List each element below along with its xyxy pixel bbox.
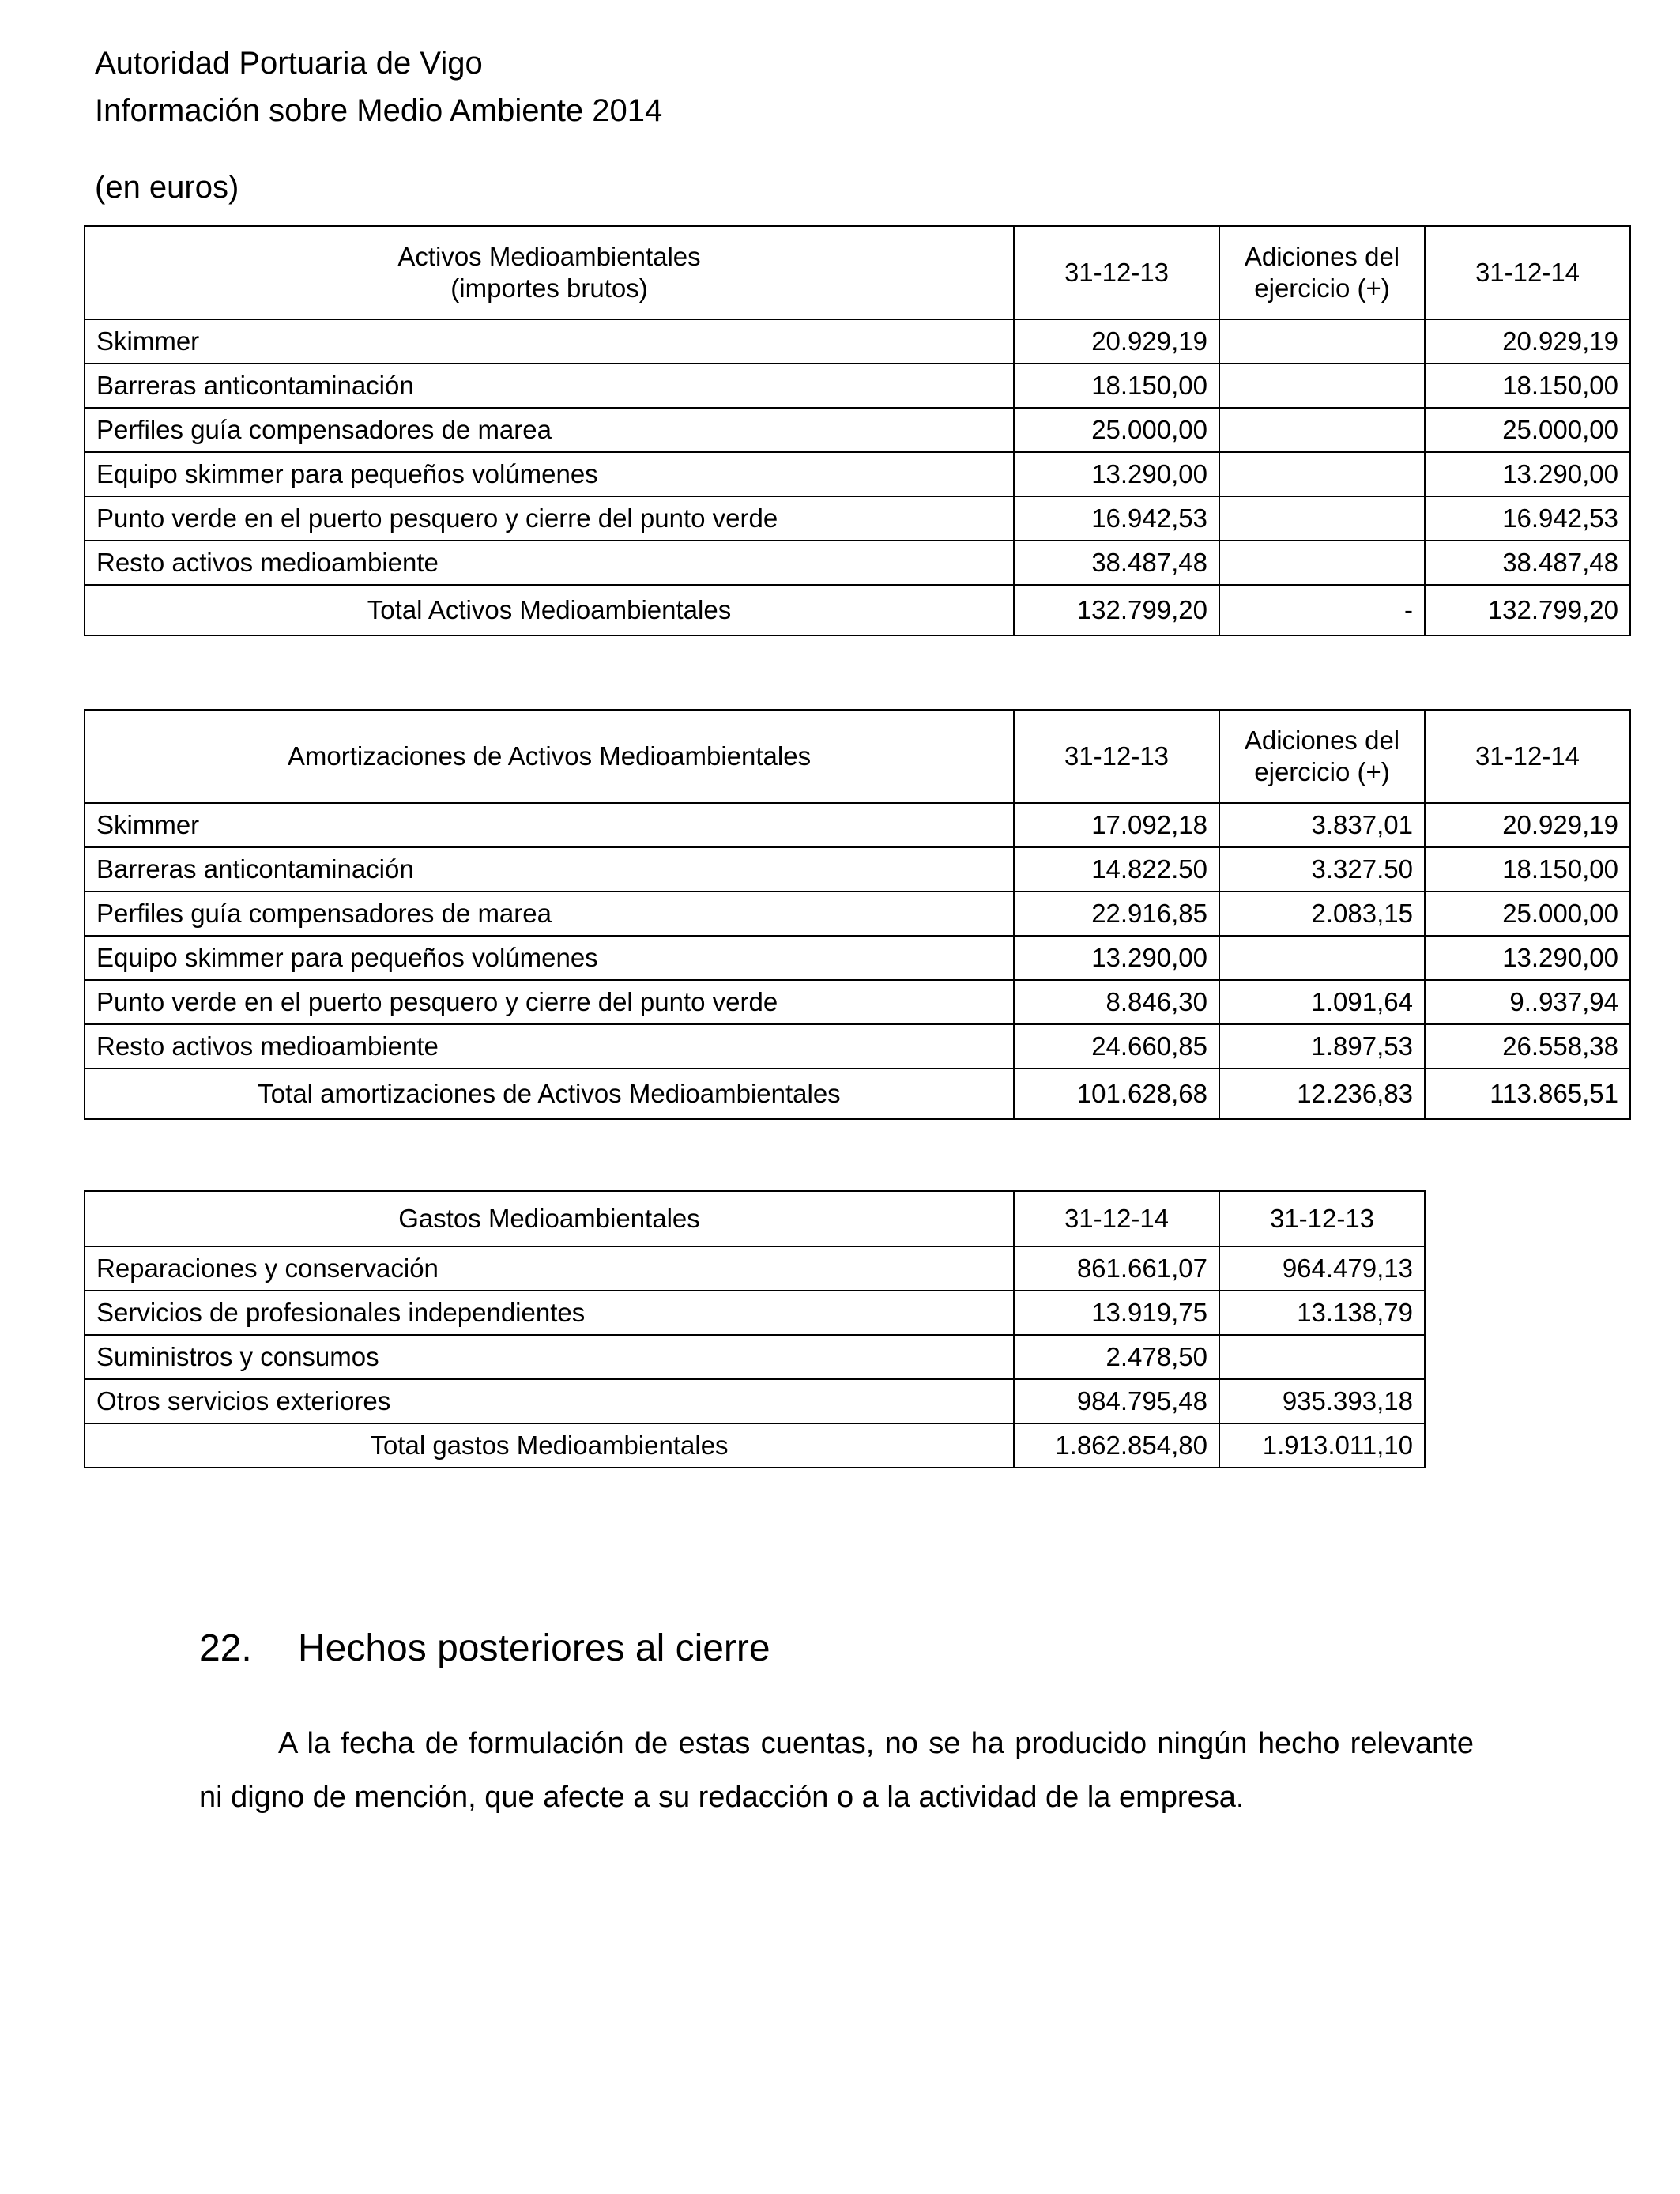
table-header-row — [85, 226, 1630, 319]
total-value: 132.799,20 — [1425, 585, 1630, 635]
total-value: - — [1219, 585, 1425, 635]
table-row — [85, 936, 1630, 980]
column-header: 31-12-13 — [1219, 1191, 1425, 1246]
cell-value — [1219, 452, 1425, 496]
cell-value: 18.150,00 — [1014, 364, 1219, 408]
row-label: Skimmer — [85, 319, 1014, 364]
total-value: 1.913.011,10 — [1219, 1423, 1425, 1468]
document-title: Información sobre Medio Ambiente 2014 — [95, 93, 663, 128]
cell-value: 20.929,19 — [1425, 803, 1630, 847]
total-value: 132.799,20 — [1014, 585, 1219, 635]
cell-value: 38.487,48 — [1425, 541, 1630, 585]
cell-value: 861.661,07 — [1014, 1246, 1219, 1291]
total-label: Total amortizaciones de Activos Medioambientales — [85, 1069, 1014, 1119]
cell-value: 13.290,00 — [1014, 936, 1219, 980]
row-label: Equipo skimmer para pequeños volúmenes — [85, 452, 1014, 496]
cell-value: 25.000,00 — [1014, 408, 1219, 452]
row-label: Barreras anticontaminación — [85, 847, 1014, 892]
organization-name: Autoridad Portuaria de Vigo — [95, 46, 483, 81]
table-header-row — [85, 710, 1630, 803]
table-row — [85, 541, 1630, 585]
row-label: Reparaciones y conservación — [85, 1246, 1014, 1291]
total-value: 1.862.854,80 — [1014, 1423, 1219, 1468]
activos-table — [84, 225, 1631, 636]
cell-value: 3.837,01 — [1219, 803, 1425, 847]
table-row — [85, 980, 1630, 1024]
cell-value: 20.929,19 — [1425, 319, 1630, 364]
table-row — [85, 1024, 1630, 1069]
cell-value — [1219, 496, 1425, 541]
column-header: 31-12-14 — [1425, 226, 1630, 319]
cell-value: 20.929,19 — [1014, 319, 1219, 364]
column-header: 31-12-13 — [1014, 226, 1219, 319]
cell-value — [1219, 408, 1425, 452]
row-label: Resto activos medioambiente — [85, 1024, 1014, 1069]
amortizaciones-table — [84, 709, 1631, 1120]
table-row — [85, 496, 1630, 541]
cell-value: 1.897,53 — [1219, 1024, 1425, 1069]
column-header: Adiciones del ejercicio (+) — [1219, 710, 1425, 803]
row-label: Perfiles guía compensadores de marea — [85, 408, 1014, 452]
section-paragraph: A la fecha de formulación de estas cuentas, no se ha producido ningún hecho relevante ni digno de mención, que afecte a su redacción o a la actividad de la empresa. — [199, 1727, 1474, 1814]
gastos-table — [84, 1190, 1426, 1468]
cell-value: 38.487,48 — [1014, 541, 1219, 585]
table-row — [85, 1291, 1425, 1335]
cell-value: 13.290,00 — [1014, 452, 1219, 496]
table-row — [85, 1246, 1425, 1291]
column-header: 31-12-14 — [1014, 1191, 1219, 1246]
cell-value: 25.000,00 — [1425, 892, 1630, 936]
row-label: Suministros y consumos — [85, 1335, 1014, 1379]
cell-value: 1.091,64 — [1219, 980, 1425, 1024]
row-label: Skimmer — [85, 803, 1014, 847]
cell-value: 8.846,30 — [1014, 980, 1219, 1024]
column-header: 31-12-14 — [1425, 710, 1630, 803]
section-title: Hechos posteriores al cierre — [298, 1627, 770, 1669]
row-label: Servicios de profesionales independientes — [85, 1291, 1014, 1335]
cell-value: 18.150,00 — [1425, 847, 1630, 892]
total-label: Total gastos Medioambientales — [85, 1423, 1014, 1468]
total-row — [85, 1423, 1425, 1468]
row-label: Perfiles guía compensadores de marea — [85, 892, 1014, 936]
table-header-row — [85, 1191, 1425, 1246]
row-label: Barreras anticontaminación — [85, 364, 1014, 408]
cell-value — [1219, 1335, 1425, 1379]
cell-value — [1219, 936, 1425, 980]
total-value: 12.236,83 — [1219, 1069, 1425, 1119]
table-row — [85, 892, 1630, 936]
cell-value: 17.092,18 — [1014, 803, 1219, 847]
table-row — [85, 847, 1630, 892]
cell-value: 13.919,75 — [1014, 1291, 1219, 1335]
column-header: 31-12-13 — [1014, 710, 1219, 803]
section-heading — [199, 1627, 770, 1670]
total-row — [85, 585, 1630, 635]
cell-value: 935.393,18 — [1219, 1379, 1425, 1423]
cell-value: 2.083,15 — [1219, 892, 1425, 936]
cell-value: 22.916,85 — [1014, 892, 1219, 936]
column-header: Amortizaciones de Activos Medioambientales — [85, 710, 1014, 803]
total-label: Total Activos Medioambientales — [85, 585, 1014, 635]
table-row — [85, 408, 1630, 452]
table-row — [85, 452, 1630, 496]
cell-value: 26.558,38 — [1425, 1024, 1630, 1069]
cell-value: 25.000,00 — [1425, 408, 1630, 452]
table-row — [85, 319, 1630, 364]
total-value: 101.628,68 — [1014, 1069, 1219, 1119]
cell-value: 3.327.50 — [1219, 847, 1425, 892]
cell-value: 9..937,94 — [1425, 980, 1630, 1024]
table-row — [85, 364, 1630, 408]
cell-value: 24.660,85 — [1014, 1024, 1219, 1069]
cell-value: 14.822.50 — [1014, 847, 1219, 892]
cell-value: 16.942,53 — [1014, 496, 1219, 541]
total-row — [85, 1069, 1630, 1119]
total-value: 113.865,51 — [1425, 1069, 1630, 1119]
cell-value: 2.478,50 — [1014, 1335, 1219, 1379]
row-label: Otros servicios exteriores — [85, 1379, 1014, 1423]
cell-value — [1219, 364, 1425, 408]
table-row — [85, 1379, 1425, 1423]
row-label: Punto verde en el puerto pesquero y cierre del punto verde — [85, 980, 1014, 1024]
table-row — [85, 1335, 1425, 1379]
section-number: 22. — [199, 1627, 252, 1669]
cell-value — [1219, 541, 1425, 585]
currency-note: (en euros) — [95, 170, 239, 205]
document-header — [95, 40, 662, 134]
row-label: Equipo skimmer para pequeños volúmenes — [85, 936, 1014, 980]
column-header: Activos Medioambientales (importes brutos) — [85, 226, 1014, 319]
row-label: Punto verde en el puerto pesquero y cierre del punto verde — [85, 496, 1014, 541]
table-row — [85, 803, 1630, 847]
cell-value: 984.795,48 — [1014, 1379, 1219, 1423]
cell-value: 964.479,13 — [1219, 1246, 1425, 1291]
column-header: Gastos Medioambientales — [85, 1191, 1014, 1246]
cell-value — [1219, 319, 1425, 364]
cell-value: 13.290,00 — [1425, 452, 1630, 496]
cell-value: 13.290,00 — [1425, 936, 1630, 980]
cell-value: 13.138,79 — [1219, 1291, 1425, 1335]
column-header: Adiciones del ejercicio (+) — [1219, 226, 1425, 319]
row-label: Resto activos medioambiente — [85, 541, 1014, 585]
cell-value: 18.150,00 — [1425, 364, 1630, 408]
cell-value: 16.942,53 — [1425, 496, 1630, 541]
